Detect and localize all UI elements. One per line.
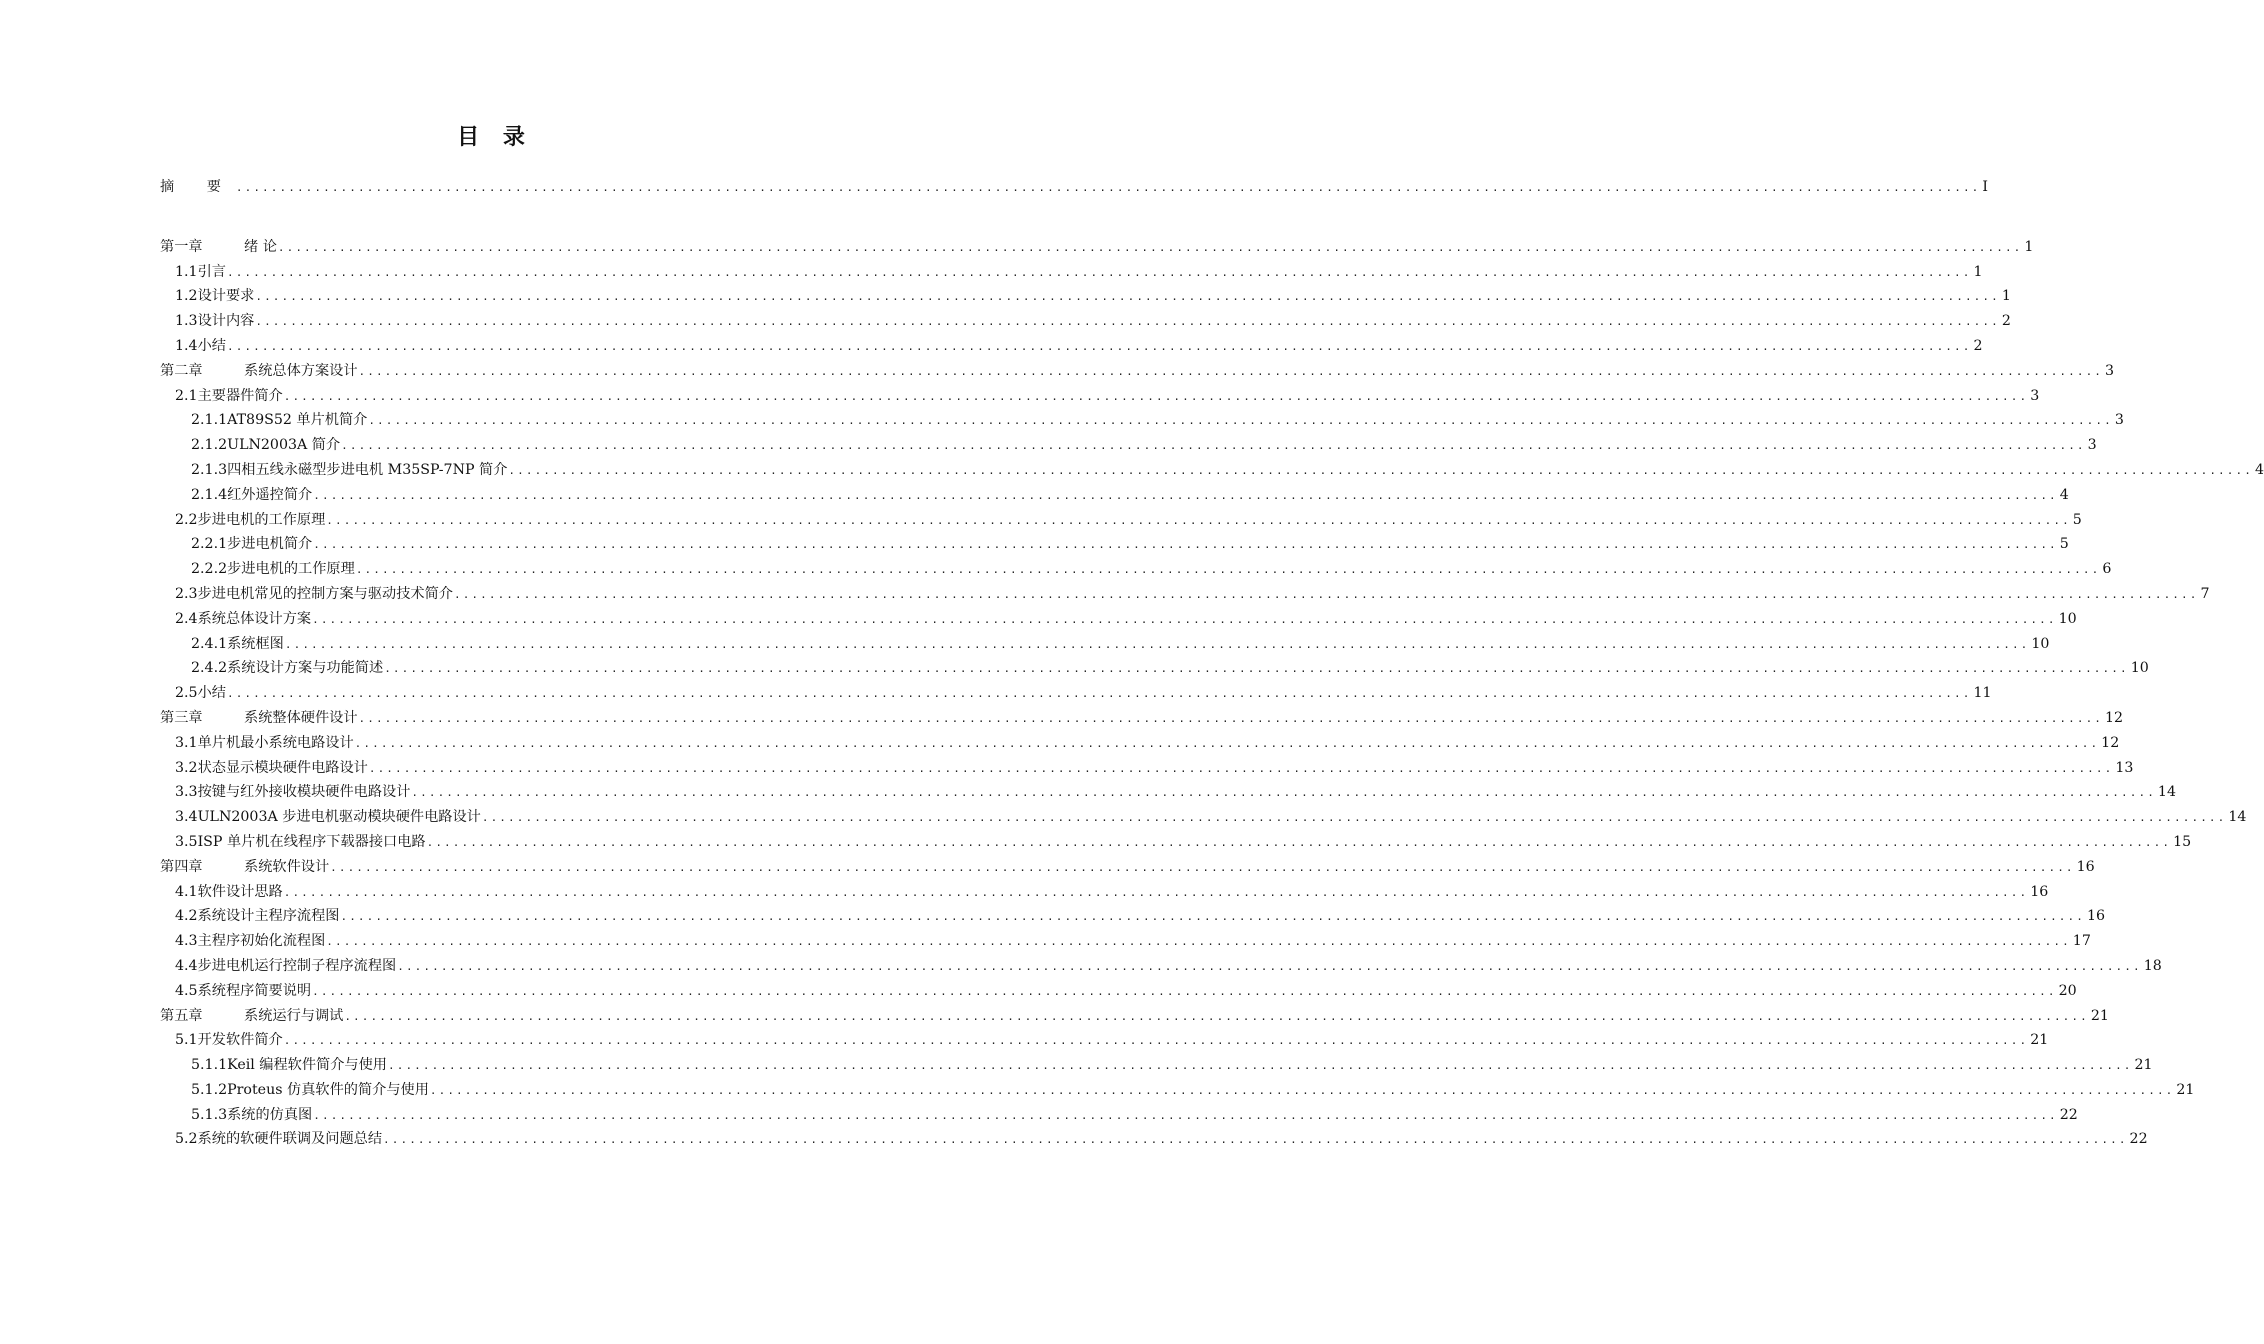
toc-entry-title: 系统设计方案与功能简述 [227,660,384,677]
toc-page-number: 3 [2087,437,2097,454]
toc-page-number: 2 [1973,337,1983,354]
toc-entry-number: 2.4.2 [191,660,228,677]
dot-leader: ........................................................................................................................................................................................................ [358,711,2104,725]
toc-entry-title: 主程序初始化流程图 [197,933,326,950]
toc-entry[interactable] [160,681,1992,706]
dot-leader: ........................................................................................................................................................................................................ [312,984,2057,998]
toc-entry-title: 系统框图 [227,635,284,652]
toc-entry[interactable] [160,483,2069,508]
toc-entry[interactable] [160,384,2040,409]
toc-entry-number: 1.4 [175,337,198,354]
toc-entry[interactable] [160,175,1989,200]
toc-entry-title: Proteus 仿真软件的简介与使用 [227,1081,429,1098]
toc-entry-title: 设计要求 [197,288,255,305]
toc-entry-title: 系统设计主程序流程图 [197,908,340,925]
toc-entry[interactable] [160,830,2192,855]
toc-entry-title: 系统软件设计 [244,858,330,875]
toc-entry[interactable] [160,756,2134,781]
toc-page-number: 13 [2115,759,2134,776]
toc-entry[interactable] [160,359,2115,384]
dot-leader: ........................................................................................................................................................................................................ [355,563,2101,577]
toc-entry-number: 1.2 [175,288,198,305]
toc-entry-number: 2.1.4 [191,486,228,503]
toc-entry[interactable] [160,1028,2049,1053]
toc-page-number: 3 [2030,387,2040,404]
toc-page-number: 10 [2130,660,2149,677]
toc-entry-number: 2.2.2 [191,561,228,578]
dot-leader: ........................................................................................................................................................................................................ [226,687,1972,701]
toc-entry-title: 系统的仿真图 [227,1106,313,1123]
dot-leader: ........................................................................................................................................................................................................ [429,1083,2175,1097]
toc-page-number: 10 [2031,635,2050,652]
dot-leader: ........................................................................................................................................................................................................ [326,513,2071,527]
toc-entry[interactable] [160,582,2210,607]
toc-entry-title: 绪 论 [244,238,277,255]
toc-entry-number: 4.4 [175,957,198,974]
dot-leader: ........................................................................................................................................................................................................ [453,587,2199,601]
dot-leader: ........................................................................................................................................................................................................ [283,389,2029,403]
toc-page-number: 18 [2143,957,2162,974]
dot-leader: ........................................................................................................................................................................................................ [508,463,2253,477]
toc-entry-number: 第二章 [160,362,203,379]
toc-entry[interactable] [160,979,2077,1004]
toc-entry-number: 第五章 [160,1007,203,1024]
toc-entry-number: 3.3 [175,784,198,801]
toc-entry-number: 第四章 [160,858,203,875]
dot-leader: ........................................................................................................................................................................................................ [255,315,2000,329]
toc-entry-title: 步进电机简介 [227,536,313,553]
toc-entry-number: 5.1.2 [191,1081,228,1098]
toc-entry[interactable] [160,408,2124,433]
toc-entry[interactable] [160,458,2264,483]
toc-entry[interactable] [160,1103,2078,1128]
toc-page-number: 17 [2072,933,2091,950]
toc-entry[interactable] [160,805,2247,830]
dot-leader: ........................................................................................................................................................................................................ [481,811,2227,825]
toc-entry[interactable] [160,532,2069,557]
toc-entry[interactable] [160,632,2050,657]
toc-entry-title: 步进电机的工作原理 [197,511,326,528]
toc-entry[interactable] [160,656,2149,681]
toc-entry-title: ULN2003A 步进电机驱动模块硬件电路设计 [197,809,481,826]
toc-page-number: 22 [2129,1131,2148,1148]
toc-page-number: I [1982,179,1989,195]
dot-leader: ........................................................................................................................................................................................................ [235,181,1981,194]
toc-entry[interactable] [160,433,2097,458]
toc-entry-title: 引言 [197,263,226,280]
toc-page-number: 14 [2228,809,2247,826]
toc-entry-title: 红外遥控简介 [227,486,313,503]
toc-entry-title: 单片机最小系统电路设计 [197,734,354,751]
toc-entry-number: 2.2.1 [191,536,228,553]
toc-entry-title: 系统总体设计方案 [197,610,312,627]
toc-entry-number: 4.5 [175,982,198,999]
toc-page-number: 6 [2102,561,2112,578]
toc-page-number: 15 [2173,833,2192,850]
dot-leader: ........................................................................................................................................................................................................ [284,637,2030,651]
toc-entry-number: 2.1.2 [191,437,228,454]
dot-leader: ........................................................................................................................................................................................................ [330,860,2075,874]
toc-entry-number: 5.1 [175,1032,198,1049]
toc-entry[interactable] [160,557,2112,582]
toc-entry-title: ULN2003A 简介 [227,437,341,454]
toc-page-number: 16 [2086,908,2106,925]
toc-entry[interactable] [160,780,2176,805]
dot-leader: ........................................................................................................................................................................................................ [384,662,2129,676]
toc-entry-title: 软件设计思路 [197,883,283,900]
toc-entry-title: 按键与红外接收模块硬件电路设计 [197,784,411,801]
toc-page-number: 21 [2134,1057,2153,1074]
toc-entry[interactable] [160,954,2162,979]
dot-leader: ........................................................................................................................................................................................................ [344,1009,2089,1023]
toc-page-number: 1 [2024,238,2034,255]
toc-entry[interactable] [160,1127,2148,1152]
table-of-contents [160,175,2264,1152]
dot-leader: ........................................................................................................................................................................................................ [313,538,2058,552]
toc-entry-number: 4.1 [175,883,198,900]
toc-entry-number: 4.3 [175,933,198,950]
toc-entry-title: 设计内容 [197,313,255,330]
toc-entry-title: AT89S52 单片机简介 [227,412,368,429]
dot-leader: ........................................................................................................................................................................................................ [368,414,2113,428]
toc-entry-number: 3.4 [175,809,198,826]
dot-leader: ........................................................................................................................................................................................................ [426,835,2172,849]
dot-leader: ........................................................................................................................................................................................................ [341,439,2086,453]
toc-entry-title: 系统整体硬件设计 [244,709,358,726]
dot-leader: ........................................................................................................................................................................................................ [397,959,2142,973]
toc-entry[interactable] [160,880,2049,905]
toc-entry-number: 1.3 [175,313,198,330]
toc-entry-title: 系统总体方案设计 [244,362,358,379]
toc-page-number: 4 [2059,486,2069,503]
toc-entry[interactable] [160,1053,2153,1078]
dot-leader: ........................................................................................................................................................................................................ [358,364,2104,378]
dot-leader: ........................................................................................................................................................................................................ [383,1133,2128,1147]
toc-entry-title: 步进电机的工作原理 [227,561,355,578]
toc-entry-number: 2.1.3 [191,461,228,478]
toc-entry-number: 3.5 [175,833,198,850]
toc-entry-title: 主要器件简介 [197,387,283,404]
toc-page-number: 4 [2254,461,2264,478]
dot-leader: ........................................................................................................................................................................................................ [326,935,2071,949]
dot-leader: ........................................................................................................................................................................................................ [226,265,1972,279]
dot-leader: ........................................................................................................................................................................................................ [354,736,2100,750]
toc-entry-number: 2.1 [175,387,198,404]
toc-entry[interactable] [160,607,2077,632]
toc-page-number: 12 [2105,709,2124,726]
toc-entry-number: 第三章 [160,709,203,726]
toc-entry-number: 2.1.1 [191,412,228,429]
toc-entry-number: 摘 要 [160,179,235,195]
toc-entry[interactable] [160,929,2091,954]
dot-leader: ........................................................................................................................................................................................................ [255,290,2000,304]
toc-entry-number: 2.2 [175,511,198,528]
toc-entry[interactable] [160,309,2011,334]
dot-leader: ........................................................................................................................................................................................................ [277,240,2023,254]
toc-entry-number: 3.2 [175,759,198,776]
toc-entry-title: ISP 单片机在线程序下载器接口电路 [197,833,426,850]
toc-entry-title: 四相五线永磁型步进电机 M35SP-7NP 简介 [227,461,508,478]
toc-entry[interactable] [160,706,2124,731]
toc-entry[interactable] [160,260,1983,285]
toc-page-number: 14 [2157,784,2176,801]
toc-page-number: 20 [2058,982,2077,999]
toc-entry-title: 步进电机运行控制子程序流程图 [197,957,397,974]
dot-leader: ........................................................................................................................................................................................................ [312,612,2057,626]
toc-entry-title: 步进电机常见的控制方案与驱动技术简介 [197,585,453,602]
toc-entry-number: 2.5 [175,685,198,702]
dot-leader: ........................................................................................................................................................................................................ [340,910,2085,924]
toc-page-number: 11 [1973,685,1992,702]
dot-leader: ........................................................................................................................................................................................................ [388,1059,2133,1073]
toc-entry[interactable] [160,1078,2195,1103]
toc-entry-number: 3.1 [175,734,198,751]
toc-page-number: 16 [2030,883,2049,900]
toc-entry-title: 系统运行与调试 [244,1007,344,1024]
dot-leader: ........................................................................................................................................................................................................ [283,885,2029,899]
toc-entry-number: 5.1.3 [191,1106,228,1123]
dot-leader: ........................................................................................................................................................................................................ [283,1034,2029,1048]
toc-page-number: 1 [1973,263,1983,280]
toc-entry[interactable] [160,904,2106,929]
page-title: 目 录 [457,124,533,150]
toc-entry-title: 系统的软硬件联调及问题总结 [197,1131,383,1148]
toc-page-number: 3 [2114,412,2124,429]
toc-page-number: 5 [2072,511,2082,528]
dot-leader: ........................................................................................................................................................................................................ [313,488,2058,502]
dot-leader: ........................................................................................................................................................................................................ [313,1108,2058,1122]
toc-page-number: 10 [2058,610,2077,627]
toc-entry-title: Keil 编程软件简介与使用 [227,1057,387,1074]
toc-page-number: 2 [2001,313,2011,330]
toc-page-number: 5 [2059,536,2069,553]
toc-entry[interactable] [160,1004,2109,1029]
toc-entry-title: 状态显示模块硬件电路设计 [197,759,368,776]
toc-page-number: 12 [2101,734,2120,751]
toc-entry-title: 开发软件简介 [197,1032,283,1049]
dot-leader: ........................................................................................................................................................................................................ [411,786,2156,800]
dot-leader: ........................................................................................................................................................................................................ [368,761,2114,775]
toc-entry-title: 小结 [197,337,226,354]
toc-page-number: 22 [2059,1106,2078,1123]
toc-entry-number: 5.1.1 [191,1057,228,1074]
toc-page-number: 16 [2076,858,2095,875]
toc-page-number: 21 [2176,1081,2195,1098]
toc-entry-number: 4.2 [175,908,198,925]
toc-entry-title: 系统程序简要说明 [197,982,312,999]
toc-entry[interactable] [160,284,2011,309]
toc-entry-number: 2.3 [175,585,198,602]
toc-entry-number: 5.2 [175,1131,198,1148]
toc-entry-title: 小结 [197,685,226,702]
toc-entry[interactable] [160,334,1983,359]
toc-page-number: 21 [2030,1032,2049,1049]
toc-entry[interactable] [160,508,2082,533]
toc-entry-number: 2.4 [175,610,198,627]
toc-entry-number: 1.1 [175,263,198,280]
toc-page-number: 21 [2090,1007,2109,1024]
toc-entry[interactable] [160,731,2120,756]
toc-entry-number: 2.4.1 [191,635,228,652]
toc-page-number: 7 [2200,585,2210,602]
toc-entry-number: 第一章 [160,238,203,255]
dot-leader: ........................................................................................................................................................................................................ [226,339,1972,353]
toc-page-number: 3 [2105,362,2115,379]
toc-entry[interactable] [160,235,2034,260]
toc-entry[interactable] [160,855,2095,880]
toc-page-number: 1 [2001,288,2011,305]
